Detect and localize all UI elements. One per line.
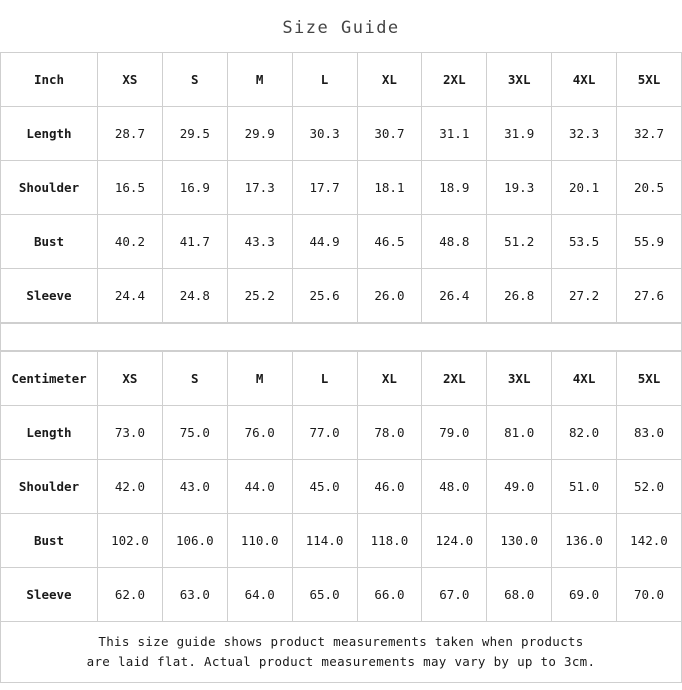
cm-sleeve-xs: 62.0 (98, 568, 163, 622)
inch-sleeve-s: 24.8 (162, 269, 227, 323)
cm-size-l: L (292, 352, 357, 406)
table-row (1, 568, 682, 622)
cm-length-l: 77.0 (292, 406, 357, 460)
cm-shoulder-xs: 42.0 (98, 460, 163, 514)
inch-sleeve-xl: 26.0 (357, 269, 422, 323)
inch-bust-3xl: 51.2 (487, 215, 552, 269)
inch-bust-xs: 40.2 (98, 215, 163, 269)
page-title: Size Guide (282, 18, 400, 38)
cm-bust-xl: 118.0 (357, 514, 422, 568)
inch-row-label-bust: Bust (1, 215, 98, 269)
cm-sleeve-3xl: 68.0 (487, 568, 552, 622)
cm-length-xs: 73.0 (98, 406, 163, 460)
inch-length-xs: 28.7 (98, 107, 163, 161)
cm-bust-5xl: 142.0 (617, 514, 682, 568)
table-row (1, 107, 682, 161)
cm-size-5xl: 5XL (617, 352, 682, 406)
inch-sleeve-5xl: 27.6 (617, 269, 682, 323)
inch-size-m: M (227, 53, 292, 107)
table-row (1, 215, 682, 269)
inch-length-2xl: 31.1 (422, 107, 487, 161)
inch-shoulder-l: 17.7 (292, 161, 357, 215)
cm-bust-s: 106.0 (162, 514, 227, 568)
note-line-2: are laid flat. Actual product measurements may vary by up to 3cm. (86, 654, 596, 669)
inch-length-5xl: 32.7 (617, 107, 682, 161)
cm-sleeve-m: 64.0 (227, 568, 292, 622)
cm-shoulder-4xl: 51.0 (552, 460, 617, 514)
inch-row-label-shoulder: Shoulder (1, 161, 98, 215)
centimeter-size-table (0, 351, 682, 622)
inch-unit-label: Inch (1, 53, 98, 107)
inch-size-3xl: 3XL (487, 53, 552, 107)
size-guide-note (0, 622, 682, 683)
inch-bust-4xl: 53.5 (552, 215, 617, 269)
cm-length-s: 75.0 (162, 406, 227, 460)
table-row (1, 406, 682, 460)
cm-row-label-length: Length (1, 406, 98, 460)
inch-bust-m: 43.3 (227, 215, 292, 269)
inch-length-xl: 30.7 (357, 107, 422, 161)
cm-size-xl: XL (357, 352, 422, 406)
cm-length-4xl: 82.0 (552, 406, 617, 460)
cm-shoulder-5xl: 52.0 (617, 460, 682, 514)
cm-row-label-shoulder: Shoulder (1, 460, 98, 514)
note-line-1: This size guide shows product measurements taken when products (98, 634, 584, 649)
cm-shoulder-l: 45.0 (292, 460, 357, 514)
cm-length-5xl: 83.0 (617, 406, 682, 460)
cm-unit-label: Centimeter (1, 352, 98, 406)
inch-size-table (0, 52, 682, 323)
cm-bust-m: 110.0 (227, 514, 292, 568)
inch-length-l: 30.3 (292, 107, 357, 161)
inch-row-label-sleeve: Sleeve (1, 269, 98, 323)
inch-bust-l: 44.9 (292, 215, 357, 269)
cm-size-m: M (227, 352, 292, 406)
inch-shoulder-m: 17.3 (227, 161, 292, 215)
inch-shoulder-xl: 18.1 (357, 161, 422, 215)
inch-bust-s: 41.7 (162, 215, 227, 269)
inch-length-3xl: 31.9 (487, 107, 552, 161)
inch-shoulder-s: 16.9 (162, 161, 227, 215)
inch-bust-xl: 46.5 (357, 215, 422, 269)
cm-shoulder-xl: 46.0 (357, 460, 422, 514)
cm-size-xs: XS (98, 352, 163, 406)
inch-row-label-length: Length (1, 107, 98, 161)
inch-bust-2xl: 48.8 (422, 215, 487, 269)
table-row (1, 514, 682, 568)
cm-size-2xl: 2XL (422, 352, 487, 406)
cm-bust-2xl: 124.0 (422, 514, 487, 568)
cm-size-s: S (162, 352, 227, 406)
table-row (1, 269, 682, 323)
cm-row-label-sleeve: Sleeve (1, 568, 98, 622)
inch-size-s: S (162, 53, 227, 107)
inch-sleeve-3xl: 26.8 (487, 269, 552, 323)
cm-sleeve-5xl: 70.0 (617, 568, 682, 622)
inch-shoulder-4xl: 20.1 (552, 161, 617, 215)
inch-sleeve-4xl: 27.2 (552, 269, 617, 323)
cm-length-2xl: 79.0 (422, 406, 487, 460)
cm-bust-l: 114.0 (292, 514, 357, 568)
table-separator (0, 323, 682, 351)
cm-size-4xl: 4XL (552, 352, 617, 406)
cm-sleeve-2xl: 67.0 (422, 568, 487, 622)
inch-bust-5xl: 55.9 (617, 215, 682, 269)
inch-shoulder-2xl: 18.9 (422, 161, 487, 215)
cm-bust-4xl: 136.0 (552, 514, 617, 568)
cm-shoulder-3xl: 49.0 (487, 460, 552, 514)
cm-size-3xl: 3XL (487, 352, 552, 406)
cm-length-xl: 78.0 (357, 406, 422, 460)
inch-sleeve-xs: 24.4 (98, 269, 163, 323)
inch-size-l: L (292, 53, 357, 107)
inch-shoulder-xs: 16.5 (98, 161, 163, 215)
inch-shoulder-5xl: 20.5 (617, 161, 682, 215)
cm-sleeve-l: 65.0 (292, 568, 357, 622)
inch-size-2xl: 2XL (422, 53, 487, 107)
inch-length-s: 29.5 (162, 107, 227, 161)
inch-table-header-row (1, 53, 682, 107)
cm-bust-3xl: 130.0 (487, 514, 552, 568)
cm-shoulder-m: 44.0 (227, 460, 292, 514)
cm-sleeve-xl: 66.0 (357, 568, 422, 622)
inch-size-4xl: 4XL (552, 53, 617, 107)
inch-size-5xl: 5XL (617, 53, 682, 107)
cm-length-3xl: 81.0 (487, 406, 552, 460)
inch-shoulder-3xl: 19.3 (487, 161, 552, 215)
inch-size-xs: XS (98, 53, 163, 107)
cm-bust-xs: 102.0 (98, 514, 163, 568)
cm-sleeve-s: 63.0 (162, 568, 227, 622)
cm-sleeve-4xl: 69.0 (552, 568, 617, 622)
cm-shoulder-2xl: 48.0 (422, 460, 487, 514)
cm-length-m: 76.0 (227, 406, 292, 460)
inch-length-m: 29.9 (227, 107, 292, 161)
inch-sleeve-l: 25.6 (292, 269, 357, 323)
table-row (1, 161, 682, 215)
cm-table-header-row (1, 352, 682, 406)
inch-size-xl: XL (357, 53, 422, 107)
cm-row-label-bust: Bust (1, 514, 98, 568)
table-row (1, 460, 682, 514)
inch-length-4xl: 32.3 (552, 107, 617, 161)
inch-sleeve-2xl: 26.4 (422, 269, 487, 323)
inch-sleeve-m: 25.2 (227, 269, 292, 323)
cm-shoulder-s: 43.0 (162, 460, 227, 514)
